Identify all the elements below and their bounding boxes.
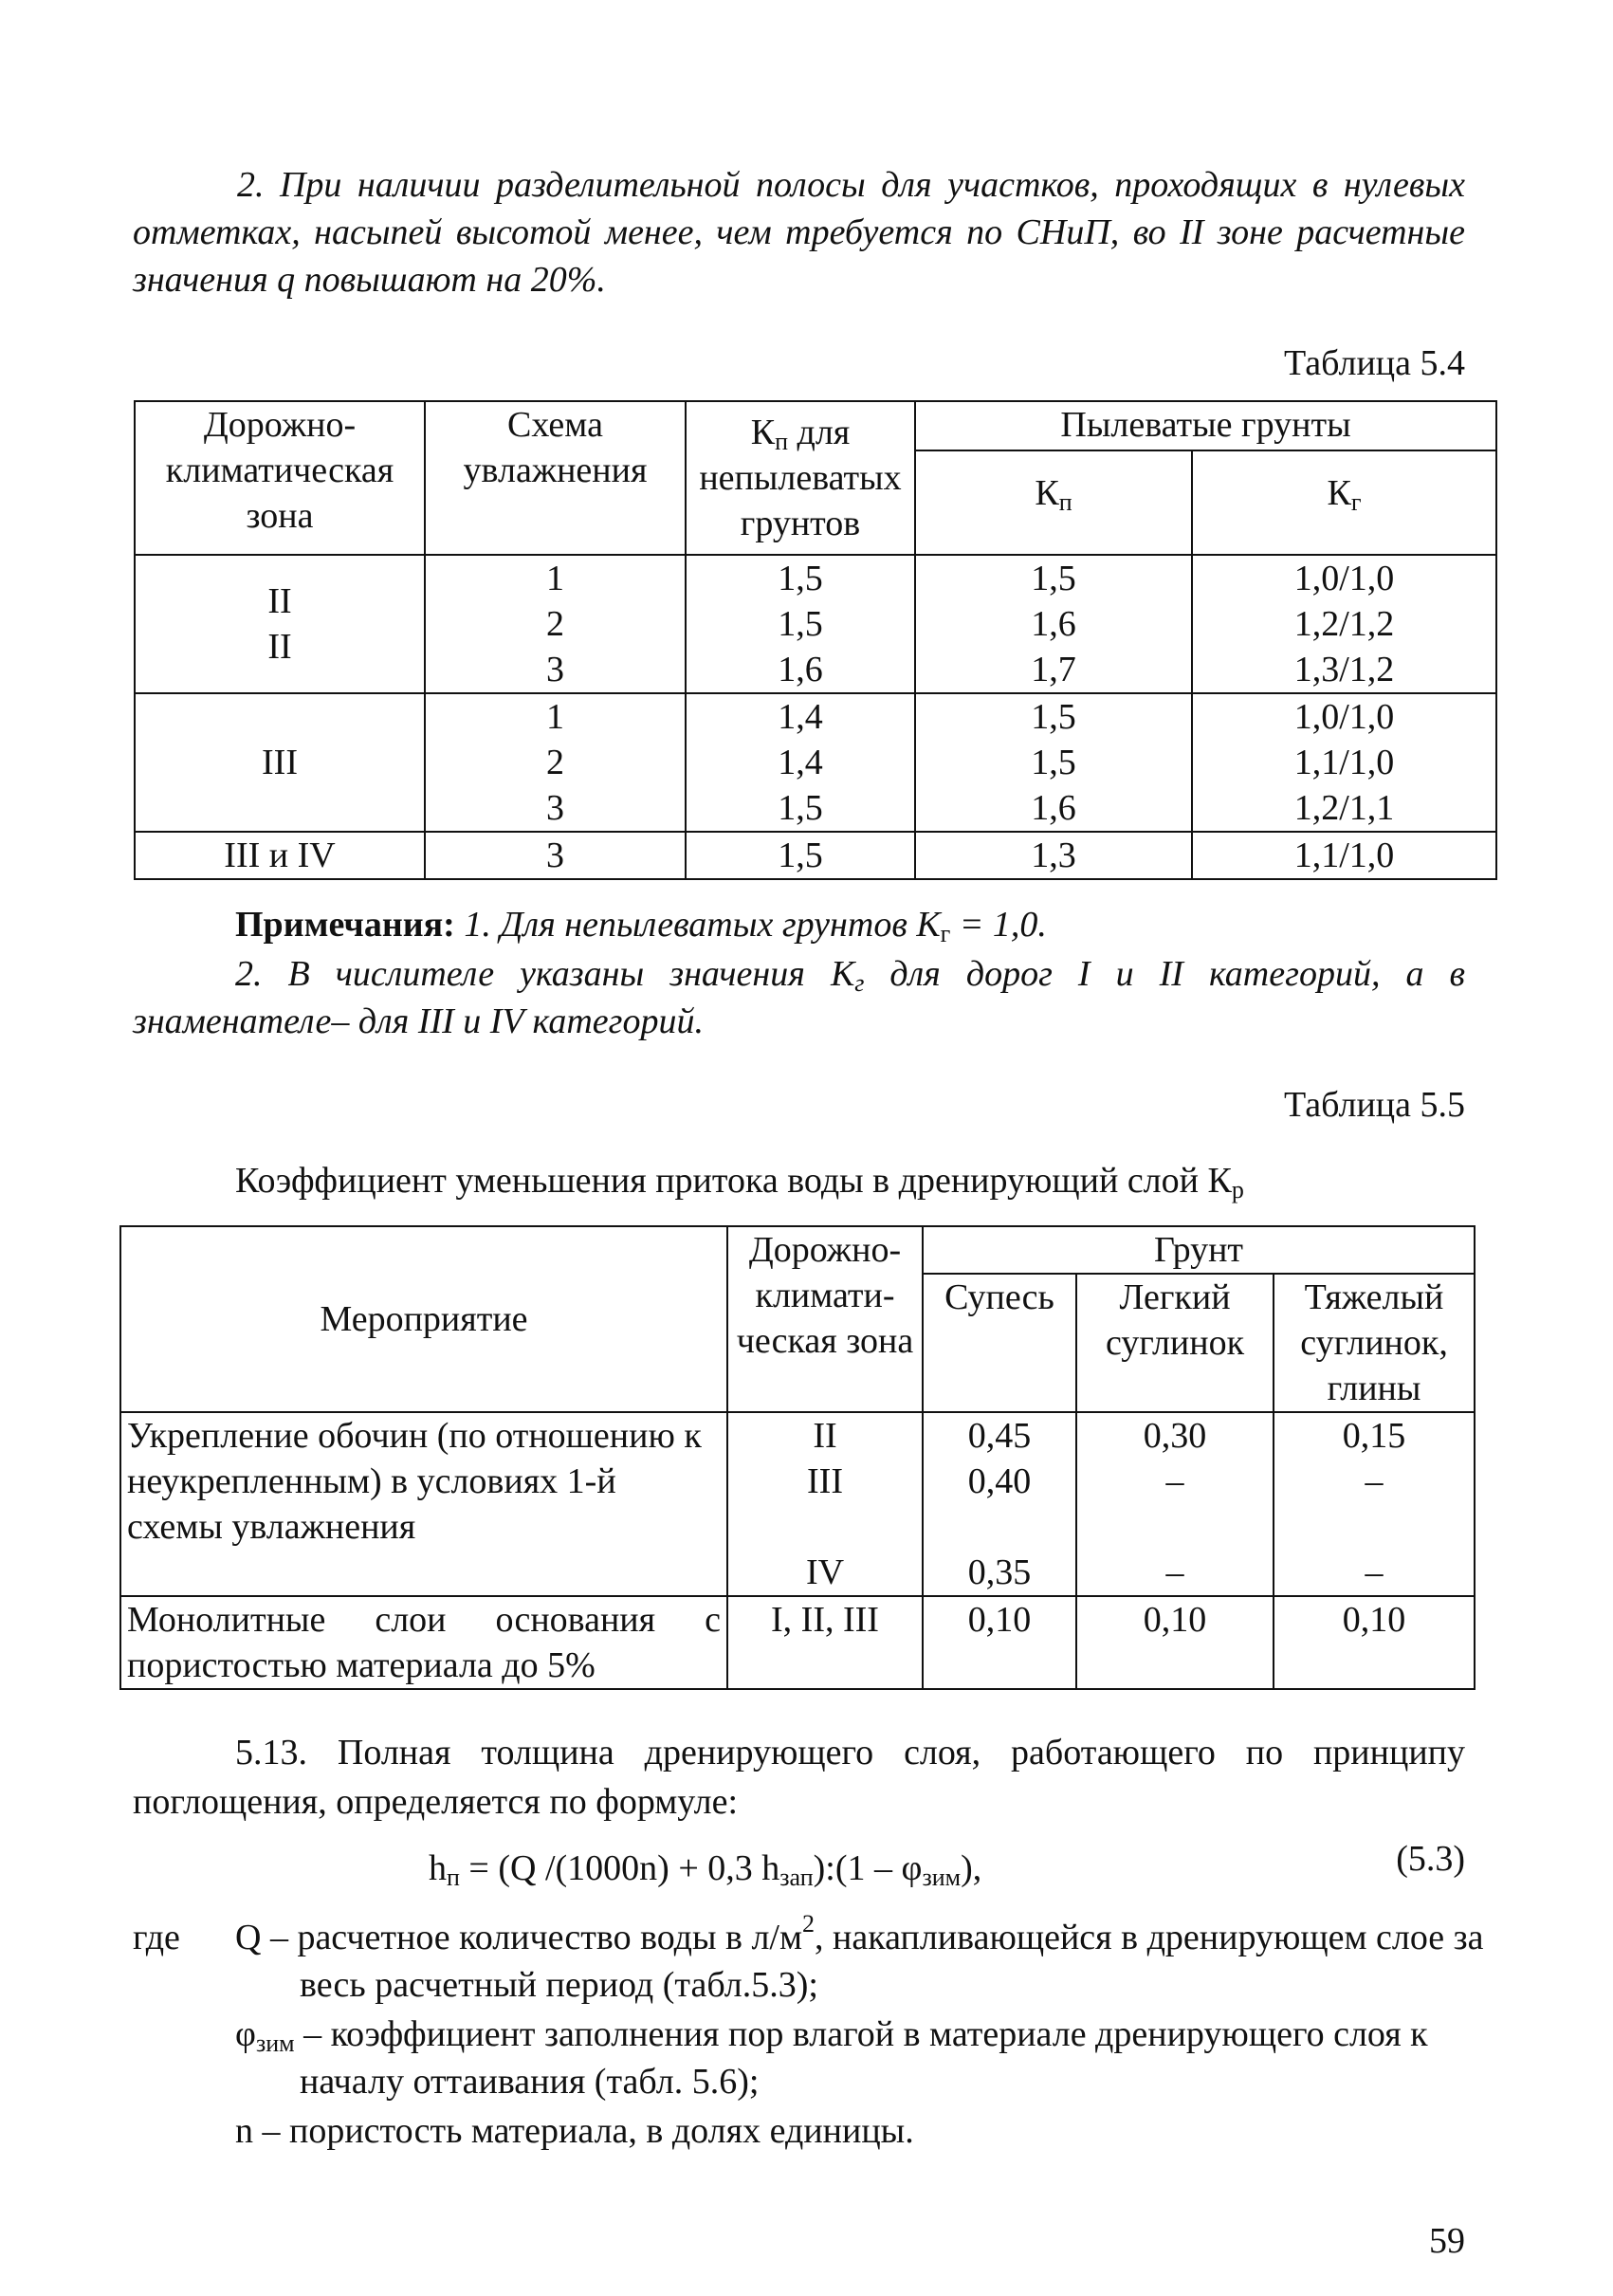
where-label: где	[133, 1918, 180, 1957]
formula-number: (5.3)	[1396, 1839, 1465, 1879]
header-zone: Дорожно-климати-ческая зона	[727, 1226, 923, 1412]
table-5-4	[134, 400, 1497, 880]
table-5-4-caption: Таблица 5.4	[1283, 343, 1465, 383]
header-sandy-loam: Супесь	[923, 1274, 1076, 1412]
section-5-13: 5.13. Полная толщина дренирующего слоя, работающего по принципу поглощения, определяется по формуле:	[133, 1733, 1465, 1822]
kp-cell: 1,3	[915, 832, 1192, 879]
header-kp: $К_п$	[915, 450, 1192, 555]
table-5-5-title: Коэффициент уменьшения притока воды в дренирующий слой $К_р$	[235, 1161, 1244, 1203]
kp-cell: 1,5 1,5 1,6	[915, 693, 1192, 832]
zone-cell: III и IV	[135, 832, 425, 879]
scheme-cell: 1 2 3	[425, 555, 686, 693]
table-row	[120, 1596, 1475, 1689]
kp-cell: 1,5 1,6 1,7	[915, 555, 1192, 693]
header-zone: Дорожно-климатическая зона	[135, 401, 425, 555]
where-q: Q – расчетное количество воды в $л/м^2$, накапливающейся в дренирующем слое за весь расчетный период (табл.5.3);	[235, 1910, 1484, 2005]
formula: $h_п = (Q$ /(1000n) + 0,3 $h_{зап}):(1 - \varphi_{зим})$,	[429, 1848, 982, 1891]
zone-cell: III	[135, 693, 425, 832]
sandy-cell: 0,10	[923, 1596, 1076, 1689]
notes-label: Примечания:	[235, 905, 455, 945]
scheme-cell: 3	[425, 832, 686, 879]
scheme-cell: 1 2 3	[425, 693, 686, 832]
table-row	[135, 832, 1496, 879]
zone-cell: I, II, III	[727, 1596, 923, 1689]
measure-cell: Укрепление обочин (по отношению к неукрепленным) в условиях 1-й схемы увлажнения	[120, 1412, 727, 1596]
kg-cell: 1,0/1,0 1,1/1,0 1,2/1,1	[1192, 693, 1496, 832]
page-number: 59	[1429, 2221, 1465, 2261]
measure-cell: Монолитные слои основания с пористостью материала до 5%	[120, 1596, 727, 1689]
header-soil: Грунт	[923, 1226, 1475, 1274]
zone-cell: II II	[135, 555, 425, 693]
table-row	[135, 555, 1496, 693]
kg-cell: 1,1/1,0	[1192, 832, 1496, 879]
header-kp-nondusty: $К_п$ для непылеватых грунтов	[686, 401, 915, 555]
header-light-loam: Легкий суглинок	[1076, 1274, 1274, 1412]
header-dusty-soils: Пылеватые грунты	[915, 401, 1496, 450]
light-cell: 0,10	[1076, 1596, 1274, 1689]
header-heavy-loam: Тяжелый суглинок, глины	[1274, 1274, 1475, 1412]
header-scheme: Схема увлажнения	[425, 401, 686, 555]
header-kg: $К_г$	[1192, 450, 1496, 555]
kg-cell: 1,0/1,0 1,2/1,2 1,3/1,2	[1192, 555, 1496, 693]
where-phi: $\varphi_{зим}$ – коэффициент заполнения пор влагой в материале дренирующего слоя к началу оттаивания (табл. 5.6);	[235, 2014, 1428, 2102]
kp-nondusty-cell: 1,4 1,4 1,5	[686, 693, 915, 832]
table-row	[120, 1412, 1475, 1596]
table-row	[135, 693, 1496, 832]
kp-nondusty-cell: 1,5	[686, 832, 915, 879]
light-cell: 0,30 – –	[1076, 1412, 1274, 1596]
table-5-5	[119, 1225, 1476, 1690]
heavy-cell: 0,10	[1274, 1596, 1475, 1689]
table-5-5-caption: Таблица 5.5	[1283, 1085, 1465, 1125]
where-n: n – пористость материала, в долях единицы.	[235, 2111, 914, 2151]
sandy-cell: 0,45 0,40 0,35	[923, 1412, 1076, 1596]
kp-nondusty-cell: 1,5 1,5 1,6	[686, 555, 915, 693]
heavy-cell: 0,15 – –	[1274, 1412, 1475, 1596]
header-measure: Мероприятие	[120, 1226, 727, 1412]
zone-cell: II III IV	[727, 1412, 923, 1596]
notes-line-2: 2. В числителе указаны значения $К_г$ для дорог I и II категорий, а в знаменателе– для III и IV категорий.	[133, 954, 1465, 1041]
note-paragraph: 2. При наличии разделительной полосы для участков, проходящих в нулевых отметках, насыпей высотой менее, чем требуется по СНиП, во II зоне расчетные значения q повышают на 20%.	[133, 165, 1465, 300]
notes-line-1: Примечания: 1. Для непылеватых грунтов $К_г = 1,0$.	[235, 905, 1047, 947]
